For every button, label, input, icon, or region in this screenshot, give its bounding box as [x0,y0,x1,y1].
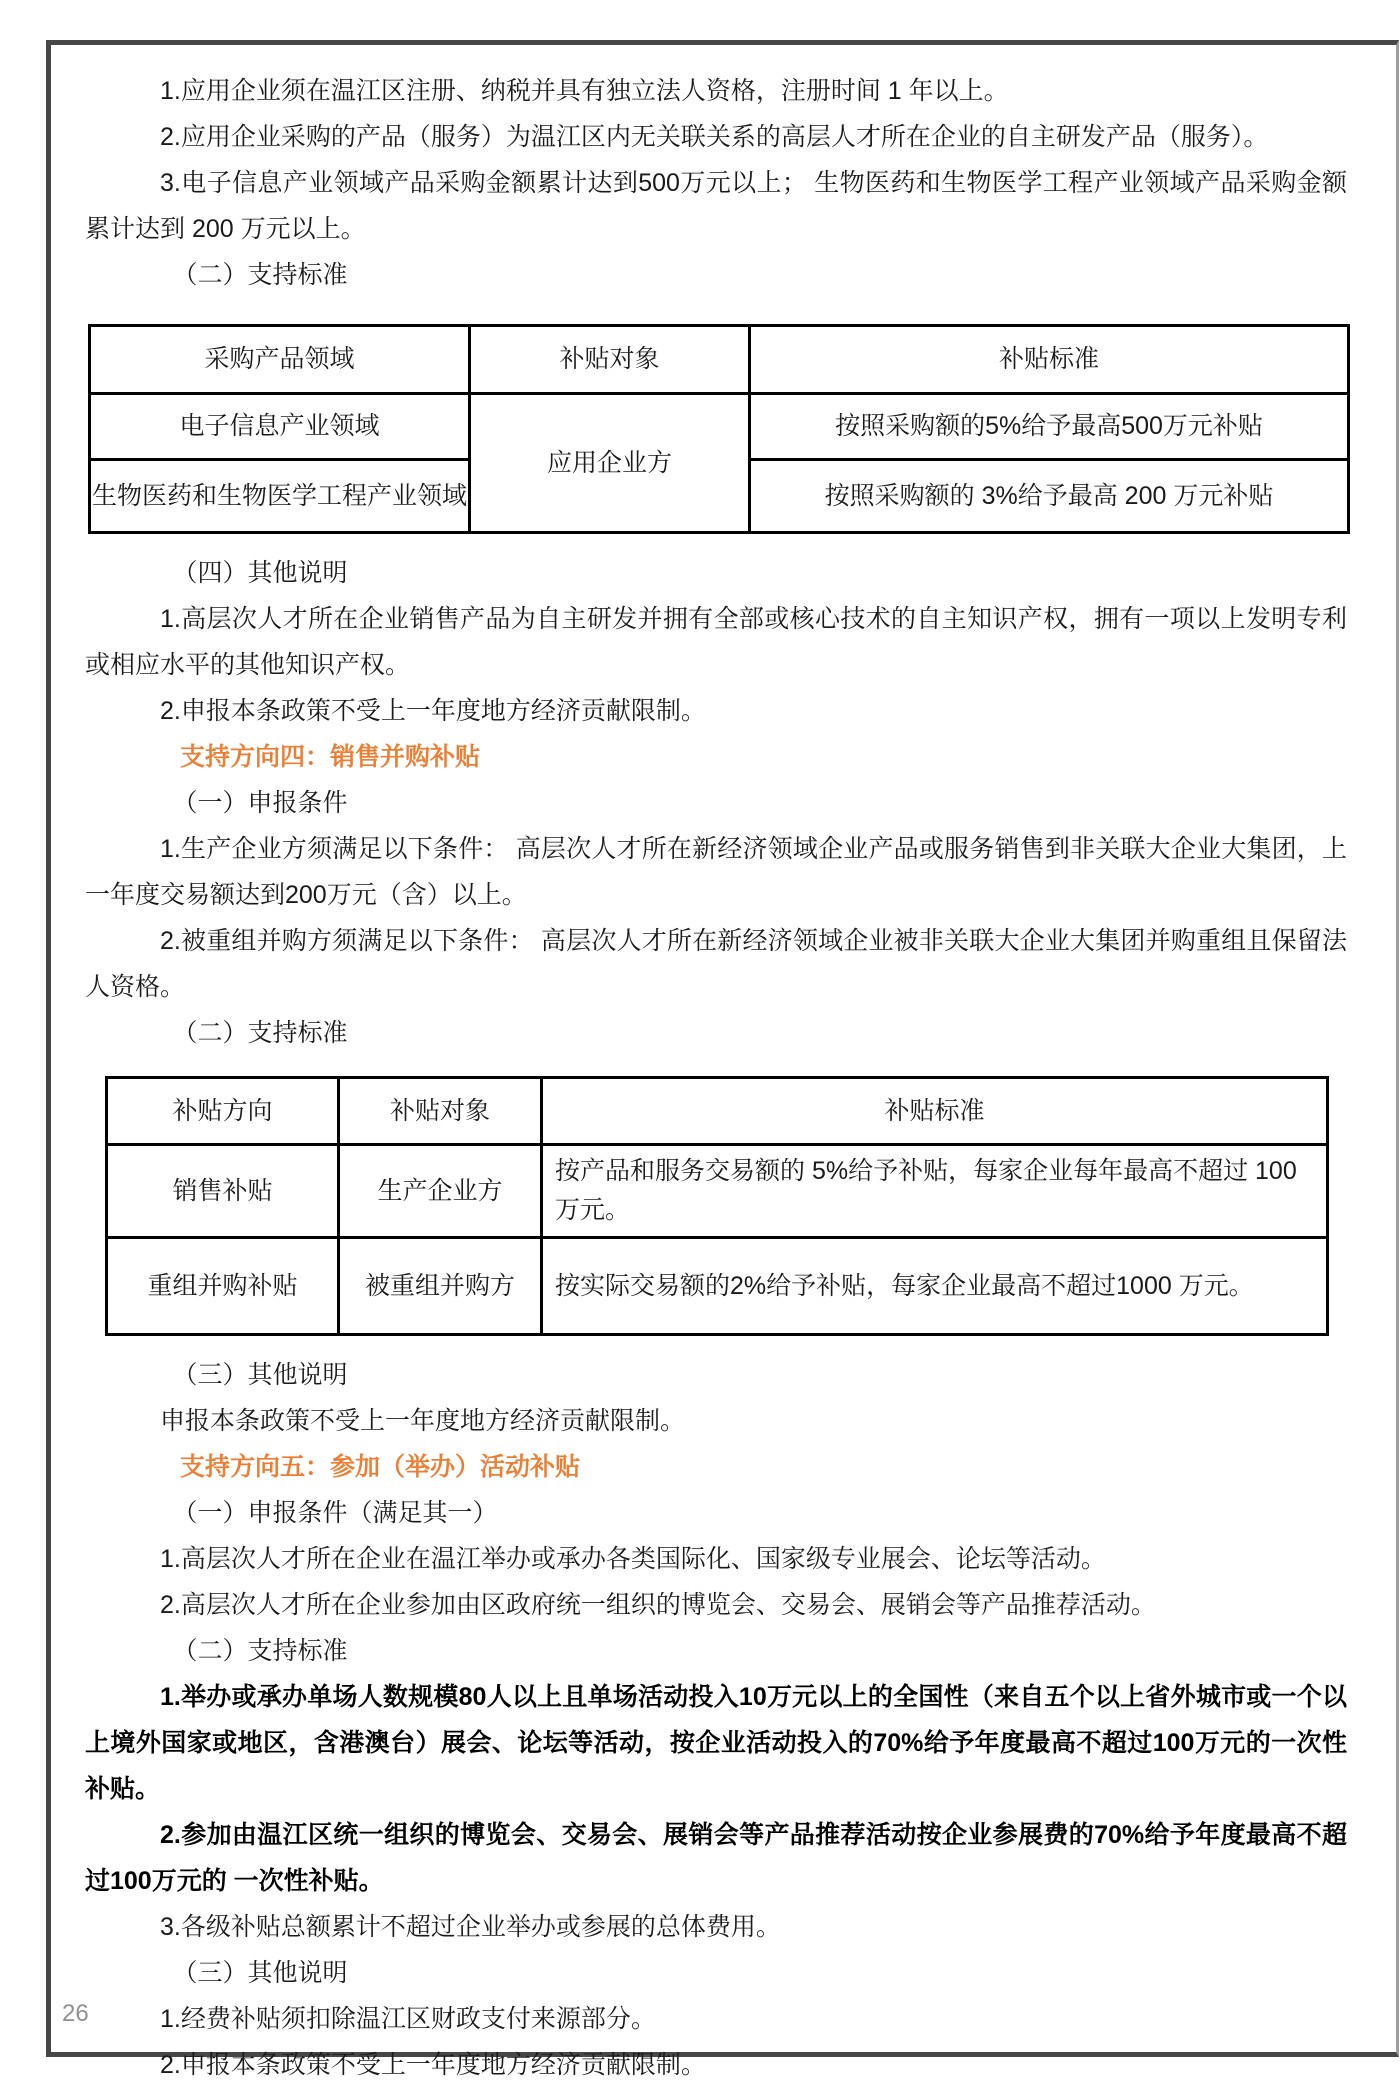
para-d5-condition-1: 1.高层次人才所在企业在温江举办或承办各类国际化、国家级专业展会、论坛等活动。 [160,1545,1106,1573]
para-note-d3-2: 2.申报本条政策不受上一年度地方经济贡献限制。 [160,697,706,725]
heading-direction-4-title: 支持方向四：销售并购补贴 [180,743,481,771]
para-d5-condition-2: 2.高层次人才所在企业参加由区政府统一组织的博览会、交易会、展销会等产品推荐活动。 [160,1591,1156,1619]
para-d5-standard-3: 3.各级补贴总额累计不超过企业举办或参展的总体费用。 [160,1913,781,1941]
para-d5-standard-2: 2.参加由温江区统一组织的博览会、交易会、展销会等产品推荐活动按企业参展费的70%给予年度最高不超过100万元的 一次性补贴。 [85,1821,1347,1895]
table-header-row [90,326,1349,394]
heading-support-standards-d3: （二）支持标准 [172,261,348,289]
heading-other-notes-d3: （四）其他说明 [172,559,348,587]
para-d5-standard-1: 1.举办或承办单场人数规模80人以上且单场活动投入10万元以上的全国性（来自五个以上省外城市或一个以上境外国家或地区，含港澳台）展会、论坛等活动，按企业活动投入的70%给予年度最高不超过100万元的一次性补贴。 [85,1683,1347,1803]
table-procurement-subsidy [88,324,1350,534]
table-row [107,1145,1328,1238]
table-sales-merger-subsidy [105,1076,1329,1336]
heading-other-notes-d4: （三）其他说明 [172,1361,348,1389]
para-d4-condition-2: 2.被重组并购方须满足以下条件： 高层次人才所在新经济领域企业被非关联大企业大集团并购重组且保留法人资格。 [85,927,1347,1001]
table-row [107,1238,1328,1335]
para-note-d4-1: 申报本条政策不受上一年度地方经济贡献限制。 [160,1407,686,1435]
para-apply-condition-1: 1.应用企业须在温江区注册、纳税并具有独立法人资格，注册时间 1 年以上。 [160,77,1009,105]
cell-target-applying-enterprise: 应用企业方 [470,394,750,533]
table-row [90,394,1349,460]
col-header-subsidy-target: 补贴对象 [470,326,750,394]
cell-standard-merger: 按实际交易额的2%给予补贴，每家企业最高不超过1000 万元。 [542,1238,1328,1335]
para-note-d5-2: 2.申报本条政策不受上一年度地方经济贡献限制。 [160,2051,706,2079]
cell-direction-merger: 重组并购补贴 [107,1238,339,1335]
cell-field-electronics: 电子信息产业领域 [90,394,470,460]
heading-apply-conditions-d5: （一）申报条件（满足其一） [172,1499,498,1527]
document-body [85,68,1347,2088]
col-header-subsidy-standard: 补贴标准 [750,326,1349,394]
cell-field-biomedicine: 生物医药和生物医学工程产业领域 [90,460,470,533]
cell-standard-electronics: 按照采购额的5%给予最高500万元补贴 [750,394,1349,460]
heading-other-notes-d5: （三）其他说明 [172,1959,348,1987]
table-header-row [107,1078,1328,1145]
heading-support-standards-d4: （二）支持标准 [172,1019,348,1047]
heading-direction-5-title: 支持方向五：参加（举办）活动补贴 [180,1453,581,1481]
heading-apply-conditions-d4: （一）申报条件 [172,789,348,817]
heading-support-standards-d5: （二）支持标准 [172,1637,348,1665]
para-note-d3-1: 1.高层次人才所在企业销售产品为自主研发并拥有全部或核心技术的自主知识产权，拥有一项以上发明专利或相应水平的其他知识产权。 [85,605,1347,679]
cell-standard-sales: 按产品和服务交易额的 5%给予补贴，每家企业每年最高不超过 100 万元。 [542,1145,1328,1238]
para-apply-condition-3: 3.电子信息产业领域产品采购金额累计达到500万元以上； 生物医药和生物医学工程产业领域产品采购金额累计达到 200 万元以上。 [85,169,1347,243]
col-header-subsidy-direction: 补贴方向 [107,1078,339,1145]
cell-target-merged-party: 被重组并购方 [339,1238,542,1335]
col-header-subsidy-target: 补贴对象 [339,1078,542,1145]
para-d4-condition-1: 1.生产企业方须满足以下条件： 高层次人才所在新经济领域企业产品或服务销售到非关联大企业大集团，上一年度交易额达到200万元（含）以上。 [85,835,1347,909]
page-number: 26 [62,2000,89,2027]
para-note-d5-1: 1.经费补贴须扣除温江区财政支付来源部分。 [160,2005,656,2033]
cell-direction-sales: 销售补贴 [107,1145,339,1238]
col-header-purchase-field: 采购产品领域 [90,326,470,394]
cell-standard-biomedicine: 按照采购额的 3%给予最高 200 万元补贴 [750,460,1349,533]
col-header-subsidy-standard: 补贴标准 [542,1078,1328,1145]
cell-target-producer: 生产企业方 [339,1145,542,1238]
para-apply-condition-2: 2.应用企业采购的产品（服务）为温江区内无关联关系的高层人才所在企业的自主研发产品（服务）。 [160,123,1269,151]
